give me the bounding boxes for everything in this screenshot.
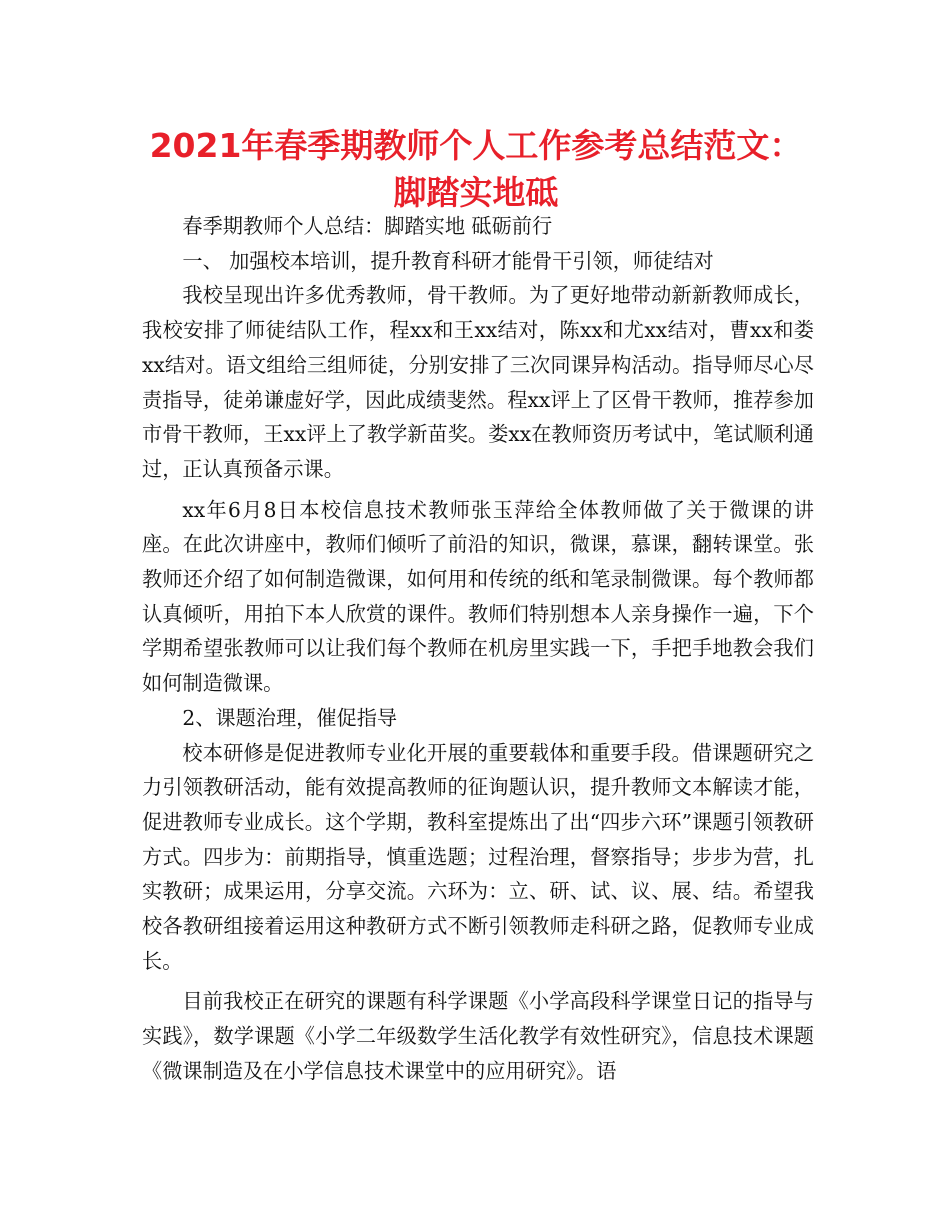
paragraph-microlecture: xx年6月8日本校信息技术教师张玉萍给全体教师做了关于微课的讲座。在此次讲座中，教师们倾听了前沿的知识，微课，慕课，翻转课堂。张教师还介绍了如何制造微课，如何用和传统的纸和笔录制微课。每个教师都认真倾听，用拍下本人欣赏的课件。教师们特别想本人亲身操作一遍，下个学期希望张教师可以让我们每个教师在机房里实践一下，手把手地教会我们如何制造微课。 [142, 497, 814, 696]
paragraph-research: 校本研修是促进教师专业化开展的重要载体和重要手段。借课题研究之力引领教研活动，能有效提高教师的征询题认识，提升教师文本解读才能，促进教师专业成长。这个学期，教科室提炼出了出“四步六环”课题引领教研方式。四步为：前期指导，慎重选题；过程治理，督察指导；步步为营，扎实教研；成果运用，分享交流。六环为：立、研、试、议、展、结。希望我校各教研组接着运用这种教研方式不断引领教师走科研之路，促教师专业成长。 [142, 740, 814, 973]
paragraph-current-projects: 目前我校正在研究的课题有科学课题《小学高段科学课堂日记的指导与实践》，数学课题《小学二年级数学生活化教学有效性研究》，信息技术课题《微课制造及在小学信息技术课堂中的应用研究》。语 [142, 989, 814, 1083]
paragraph-section-one-heading: 一、 加强校本培训，提升教育科研才能骨干引领，师徒结对 [182, 248, 714, 273]
paragraph-subtitle: 春季期教师个人总结：脚踏实地 砥砺前行 [182, 214, 553, 238]
document-body [142, 209, 814, 1089]
paragraph-mentoring: 我校呈现出许多优秀教师，骨干教师。为了更好地带动新新教师成长，我校安排了师徒结队工作，程xx和王xx结对，陈xx和尤xx结对，曹xx和娄xx结对。语文组给三组师徒，分别安排了三次同课异构活动。指导师尽心尽责指导，徒弟谦虚好学，因此成绩斐然。程xx评上了区骨干教师，推荐参加市骨干教师，王xx评上了教学新苗奖。娄xx在教师资历考试中，笔试顺利通过，正认真预备示课。 [142, 283, 814, 481]
document-title: 2021年春季期教师个人工作参考总结范文：脚踏实地砥 [149, 126, 803, 212]
paragraph-section-two-heading: 2、课题治理，催促指导 [182, 705, 398, 730]
